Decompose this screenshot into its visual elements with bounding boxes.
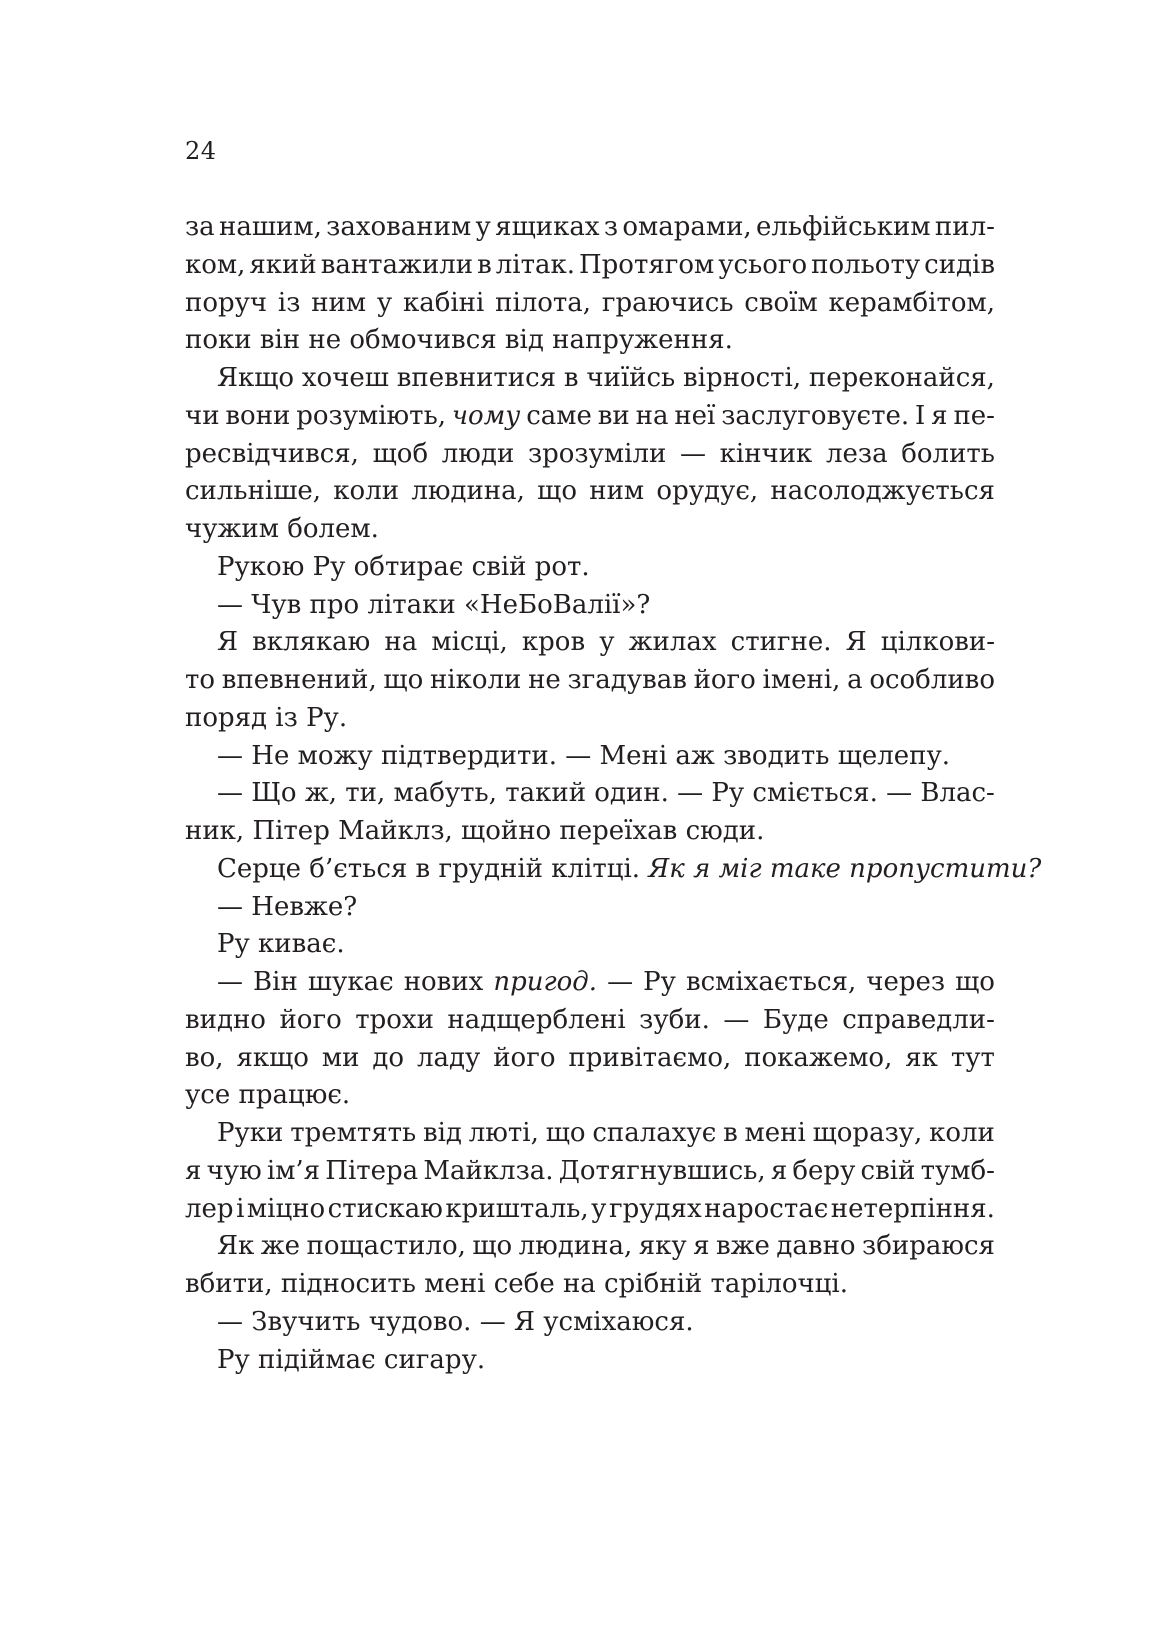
text-line bbox=[185, 209, 995, 247]
word: — bbox=[886, 778, 913, 809]
word: жилах bbox=[628, 627, 717, 658]
word: зрозуміли bbox=[527, 438, 667, 469]
word: свій bbox=[860, 1155, 916, 1186]
word: омарами, bbox=[622, 212, 752, 242]
text-line: чужим болем. bbox=[185, 514, 379, 544]
word: своїм bbox=[744, 287, 818, 318]
word: люди bbox=[441, 438, 515, 469]
word: заслуговуєте. bbox=[721, 400, 910, 431]
word: згадував bbox=[567, 665, 687, 695]
word: Буде bbox=[762, 1004, 829, 1035]
word: трохи bbox=[355, 1004, 434, 1035]
text-line bbox=[185, 1040, 995, 1078]
word: стискаю bbox=[327, 1193, 443, 1224]
word: ним bbox=[589, 476, 645, 507]
word: Що bbox=[251, 778, 297, 809]
word: я bbox=[693, 1231, 710, 1262]
word: і bbox=[236, 1193, 245, 1224]
word: впевнитися bbox=[396, 363, 557, 393]
word: переконайся, bbox=[808, 363, 995, 393]
word: ж, bbox=[304, 778, 338, 809]
word: коли bbox=[333, 476, 400, 507]
text-line bbox=[185, 1191, 995, 1229]
word: ім’я bbox=[266, 1155, 321, 1186]
word: мені bbox=[744, 1118, 806, 1148]
word: нашим, bbox=[219, 212, 322, 242]
word: його bbox=[493, 1042, 556, 1073]
word: зуби. bbox=[639, 1004, 710, 1035]
italic-word: чому bbox=[451, 400, 521, 431]
word: людина, bbox=[518, 1231, 633, 1262]
word: Руки bbox=[217, 1118, 284, 1148]
word: коли bbox=[929, 1118, 995, 1148]
word: розуміють, bbox=[296, 400, 446, 431]
word: лер bbox=[185, 1193, 234, 1224]
word: із bbox=[277, 287, 301, 318]
word: керамбітом, bbox=[828, 287, 995, 318]
word: нових bbox=[403, 967, 484, 997]
word: щоб bbox=[372, 438, 429, 469]
italic-text-run: Як я міг таке пропустити? bbox=[648, 853, 1042, 884]
word: Він bbox=[253, 967, 298, 997]
word: ніколи bbox=[429, 665, 522, 695]
word: вклякаю bbox=[252, 627, 371, 658]
word: чи bbox=[185, 400, 220, 431]
text-line: вбити, підносить мені себе на срібній тарілочці. bbox=[185, 1269, 848, 1299]
word: кабіні bbox=[402, 287, 485, 318]
text-line: ник, Пітер Майклз, щойно переїхав сюди. bbox=[185, 816, 765, 846]
word: всміхається, bbox=[685, 967, 857, 997]
text-run: Серце б’ється в грудній клітці. bbox=[217, 853, 649, 884]
word: Я bbox=[217, 627, 238, 658]
word: чую bbox=[206, 1155, 262, 1186]
word: шукає bbox=[307, 967, 394, 997]
word: за bbox=[185, 212, 215, 242]
word: що bbox=[383, 665, 424, 695]
word: вони bbox=[225, 400, 291, 431]
text-line bbox=[185, 398, 995, 436]
word: беру bbox=[792, 1155, 856, 1186]
word: ельфійським bbox=[756, 212, 931, 242]
word: впевнений, bbox=[221, 665, 377, 695]
word: пе- bbox=[953, 400, 995, 431]
page-number: 24 bbox=[185, 137, 217, 165]
word: у bbox=[599, 627, 615, 658]
word: хочеш bbox=[301, 363, 389, 393]
text-line: — Чув про літаки «НеБоВалії»? bbox=[217, 589, 651, 620]
word: Влас- bbox=[920, 778, 995, 809]
word: вже bbox=[716, 1231, 770, 1262]
word: Якщо bbox=[217, 363, 295, 393]
text-line bbox=[185, 624, 995, 662]
text-line bbox=[185, 285, 995, 323]
text-line bbox=[185, 473, 995, 511]
word: щоразу, bbox=[812, 1118, 923, 1148]
word: збираюся bbox=[862, 1231, 995, 1262]
word: саме bbox=[526, 400, 592, 431]
word: ладу bbox=[416, 1042, 481, 1073]
word: літак. bbox=[495, 249, 575, 280]
text-line: усе працює. bbox=[185, 1080, 351, 1111]
word: тремтять bbox=[290, 1118, 417, 1148]
word: Як bbox=[217, 1231, 255, 1262]
word: Ру bbox=[711, 778, 745, 809]
word: видно bbox=[185, 1004, 266, 1035]
text-line bbox=[185, 851, 1042, 889]
text-line bbox=[185, 360, 995, 398]
word: на bbox=[635, 400, 669, 431]
text-line: — Невже? bbox=[217, 891, 358, 922]
word: я bbox=[931, 400, 948, 431]
text-line: Рукою Ру обтирає свій рот. bbox=[217, 551, 590, 582]
word: у bbox=[475, 212, 491, 242]
word: пощастило, bbox=[306, 1231, 466, 1262]
word: Протягом bbox=[578, 249, 715, 280]
word: міцно bbox=[246, 1193, 326, 1224]
word: Дотягнувшись, bbox=[558, 1155, 766, 1186]
book-page-body bbox=[185, 209, 1042, 1379]
word: особливо bbox=[869, 665, 995, 695]
word: не bbox=[528, 665, 561, 695]
word: від bbox=[422, 1118, 462, 1148]
word: сидів bbox=[924, 249, 995, 280]
text-line bbox=[185, 775, 995, 813]
text-line: — Не можу підтвердити. — Мені аж зводить щелепу. bbox=[217, 740, 951, 771]
word: леза bbox=[825, 438, 888, 469]
word: ящиках bbox=[495, 212, 600, 242]
word: граючись bbox=[601, 287, 734, 318]
word: кінчик bbox=[719, 438, 813, 469]
word: нетерпіння. bbox=[830, 1193, 995, 1224]
word: поруч bbox=[185, 287, 268, 318]
word: неї bbox=[674, 400, 716, 431]
word: Пітера bbox=[325, 1155, 419, 1186]
word: що bbox=[537, 476, 577, 507]
word: насолоджується bbox=[770, 476, 995, 507]
word: я bbox=[770, 1155, 788, 1186]
word: цілкови- bbox=[880, 627, 995, 658]
word: один. bbox=[594, 778, 669, 809]
word: що bbox=[472, 1231, 513, 1262]
word: імені, bbox=[762, 665, 841, 695]
word: я bbox=[185, 1155, 202, 1186]
word: польоту bbox=[811, 249, 921, 280]
word: а bbox=[847, 665, 863, 695]
word: то bbox=[185, 665, 216, 695]
word: мабуть, bbox=[393, 778, 497, 809]
word: ти, bbox=[345, 778, 386, 809]
word: його bbox=[693, 665, 756, 695]
text-line: — Звучить чудово. — Я усміхаюся. bbox=[217, 1306, 694, 1337]
word: його bbox=[279, 1004, 342, 1035]
word: надщерблені bbox=[447, 1004, 626, 1035]
word: у bbox=[591, 1193, 607, 1224]
word: вірності, bbox=[683, 363, 802, 393]
word: якщо bbox=[236, 1042, 309, 1073]
word: в bbox=[563, 363, 579, 393]
word: тумб- bbox=[920, 1155, 995, 1186]
word: як bbox=[905, 1042, 938, 1073]
word: ви bbox=[597, 400, 630, 431]
word: — bbox=[217, 967, 243, 997]
word: болить bbox=[901, 438, 995, 469]
word: справедли- bbox=[842, 1004, 995, 1035]
word: кришталь, bbox=[445, 1193, 589, 1224]
word: же bbox=[260, 1231, 301, 1262]
word: чиїйсь bbox=[586, 363, 676, 393]
text-line: Ру підіймає сигару. bbox=[217, 1344, 486, 1375]
text-line bbox=[185, 1228, 995, 1266]
word: що bbox=[955, 967, 995, 997]
text-line: поки він не обмочився від напруження. bbox=[185, 325, 733, 356]
word: — bbox=[677, 778, 704, 809]
word: наростає bbox=[704, 1193, 829, 1224]
text-line bbox=[185, 247, 995, 285]
word: — bbox=[607, 967, 634, 997]
word: во, bbox=[185, 1042, 224, 1073]
word: до bbox=[372, 1042, 405, 1073]
word: ним bbox=[311, 287, 367, 318]
word: місці, bbox=[431, 627, 508, 658]
text-line bbox=[185, 1153, 995, 1191]
word: пілота, bbox=[495, 287, 592, 318]
word: Ру bbox=[643, 967, 676, 997]
word: тут bbox=[950, 1042, 995, 1073]
word: І bbox=[915, 400, 926, 431]
word: у bbox=[376, 287, 393, 318]
word: людина, bbox=[411, 476, 525, 507]
word: Я bbox=[845, 627, 867, 658]
word: сміється. bbox=[752, 778, 878, 809]
text-line bbox=[185, 436, 995, 474]
word: — bbox=[723, 1004, 750, 1035]
word: ресвідчився, bbox=[185, 438, 359, 469]
word: — bbox=[679, 438, 706, 469]
text-line bbox=[185, 1002, 995, 1040]
word: з bbox=[603, 212, 619, 242]
text-line bbox=[185, 964, 995, 1002]
word: грудях bbox=[608, 1193, 702, 1224]
word: — bbox=[217, 778, 243, 809]
text-line: поряд із Ру. bbox=[185, 702, 348, 733]
word: пил- bbox=[934, 212, 995, 242]
word: спалахує bbox=[592, 1118, 717, 1148]
text-line: Ру киває. bbox=[217, 929, 345, 960]
text-line bbox=[185, 1115, 995, 1153]
word: в bbox=[477, 249, 492, 280]
word: через bbox=[866, 967, 946, 997]
word: давно bbox=[776, 1231, 856, 1262]
italic-word: пригод. bbox=[493, 967, 598, 997]
text-line bbox=[185, 662, 995, 700]
word: такий bbox=[505, 778, 587, 809]
word: Майклза. bbox=[423, 1155, 554, 1186]
word: яку bbox=[638, 1231, 687, 1262]
word: захованим bbox=[326, 212, 472, 242]
word: ком, bbox=[185, 249, 246, 280]
word: сильніше, bbox=[185, 476, 322, 507]
word: стигне. bbox=[730, 627, 832, 658]
word: люті, bbox=[468, 1118, 539, 1148]
word: вантажили bbox=[320, 249, 474, 280]
word: ми bbox=[321, 1042, 360, 1073]
word: привітаємо, bbox=[568, 1042, 732, 1073]
word: який bbox=[249, 249, 317, 280]
word: в bbox=[723, 1118, 738, 1148]
word: усього bbox=[718, 249, 808, 280]
word: кров bbox=[521, 627, 586, 658]
word: що bbox=[545, 1118, 586, 1148]
word: покажемо, bbox=[744, 1042, 893, 1073]
word: орудує, bbox=[656, 476, 759, 507]
word: на bbox=[384, 627, 418, 658]
